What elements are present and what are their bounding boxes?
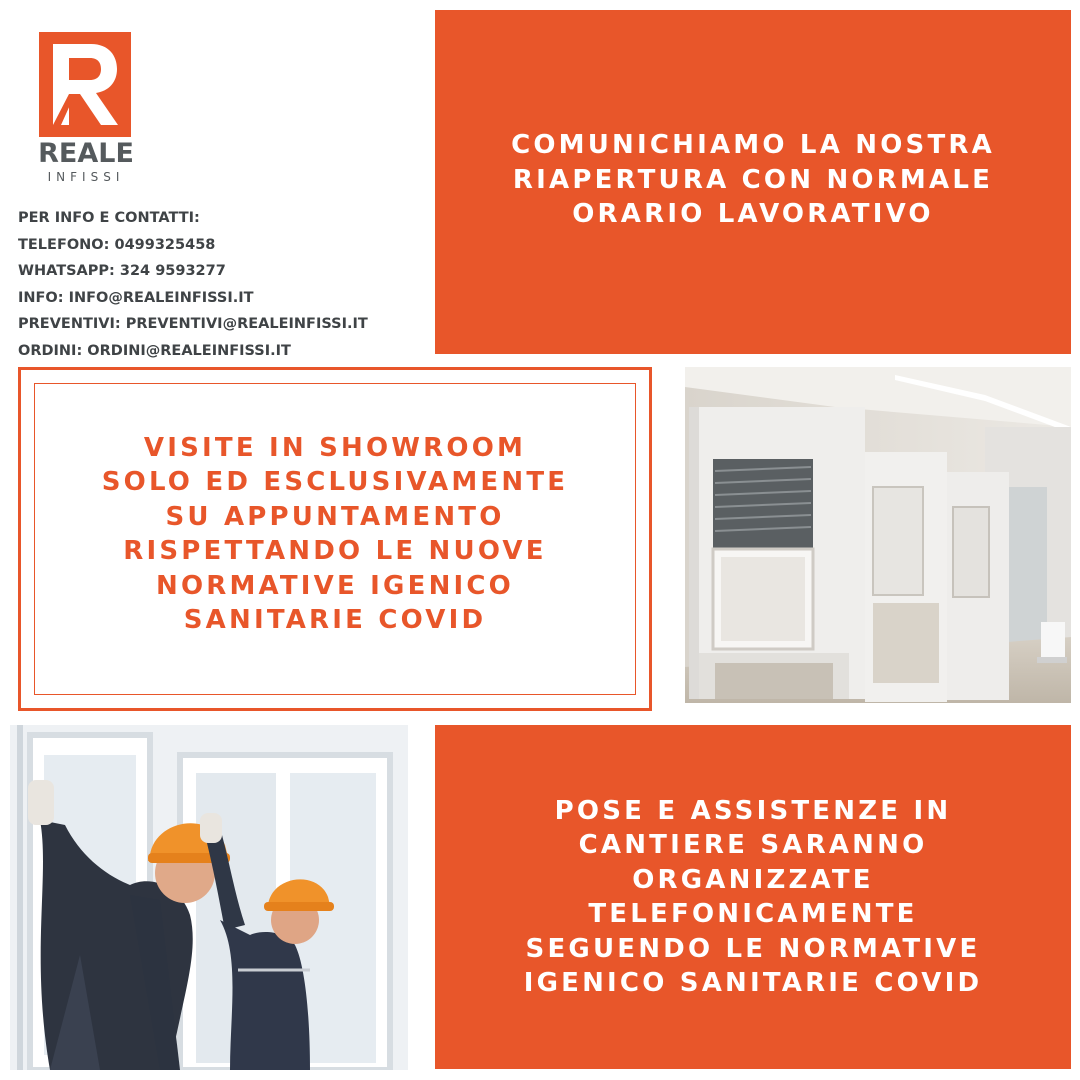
- contacts-heading: PER INFO E CONTATTI:: [18, 210, 200, 226]
- brand-logo-mark: [39, 32, 131, 137]
- site-notice-line: TELEFONICAMENTE: [588, 899, 918, 929]
- showroom-notice-line: NORMATIVE IGENICO: [155, 570, 514, 601]
- announcement-line: ORARIO LAVORATIVO: [572, 199, 934, 230]
- contact-info-email: INFO: INFO@REALEINFISSI.IT: [18, 289, 254, 306]
- brand-name: REALE: [38, 138, 134, 169]
- showroom-notice-line: SU APPUNTAMENTO: [165, 501, 505, 532]
- reopening-announcement-panel: [435, 10, 1071, 354]
- reopening-announcement-text: [511, 128, 995, 236]
- site-work-notice-text: [524, 794, 983, 1001]
- site-notice-line: IGENICO SANITARIE COVID: [523, 968, 983, 998]
- contacts-block: [18, 205, 428, 364]
- site-notice-line: SEGUENDO LE NORMATIVE: [525, 933, 981, 964]
- showroom-notice-line: RISPETTANDO LE NUOVE: [123, 536, 547, 566]
- site-work-notice-panel: [435, 725, 1071, 1069]
- showroom-notice-text: [102, 431, 569, 648]
- contact-quotes-email: PREVENTIVI: PREVENTIVI@REALEINFISSI.IT: [18, 316, 368, 332]
- site-notice-line: CANTIERE SARANNO: [578, 830, 928, 860]
- showroom-notice-line: VISITE IN SHOWROOM: [143, 432, 527, 463]
- showroom-notice-inner-frame: [34, 383, 636, 695]
- brand-subtitle: INFISSI: [47, 170, 125, 184]
- showroom-notice-line: SANITARIE COVID: [183, 605, 487, 635]
- showroom-notice-line: SOLO ED ESCLUSIVAMENTE: [101, 467, 569, 497]
- contact-phone: TELEFONO: 0499325458: [18, 236, 216, 253]
- site-notice-line: ORGANIZZATE: [632, 864, 874, 895]
- contact-orders-email: ORDINI: ORDINI@REALEINFISSI.IT: [18, 342, 291, 359]
- announcement-line: RIAPERTURA CON NORMALE: [512, 164, 994, 195]
- site-notice-line: POSE E ASSISTENZE IN: [554, 795, 952, 826]
- announcement-line: COMUNICHIAMO LA NOSTRA: [511, 130, 995, 161]
- contact-whatsapp: WHATSAPP: 324 9593277: [18, 263, 226, 279]
- showroom-photo: [685, 367, 1071, 703]
- workers-photo: [10, 725, 408, 1070]
- showroom-notice-panel: [18, 367, 652, 711]
